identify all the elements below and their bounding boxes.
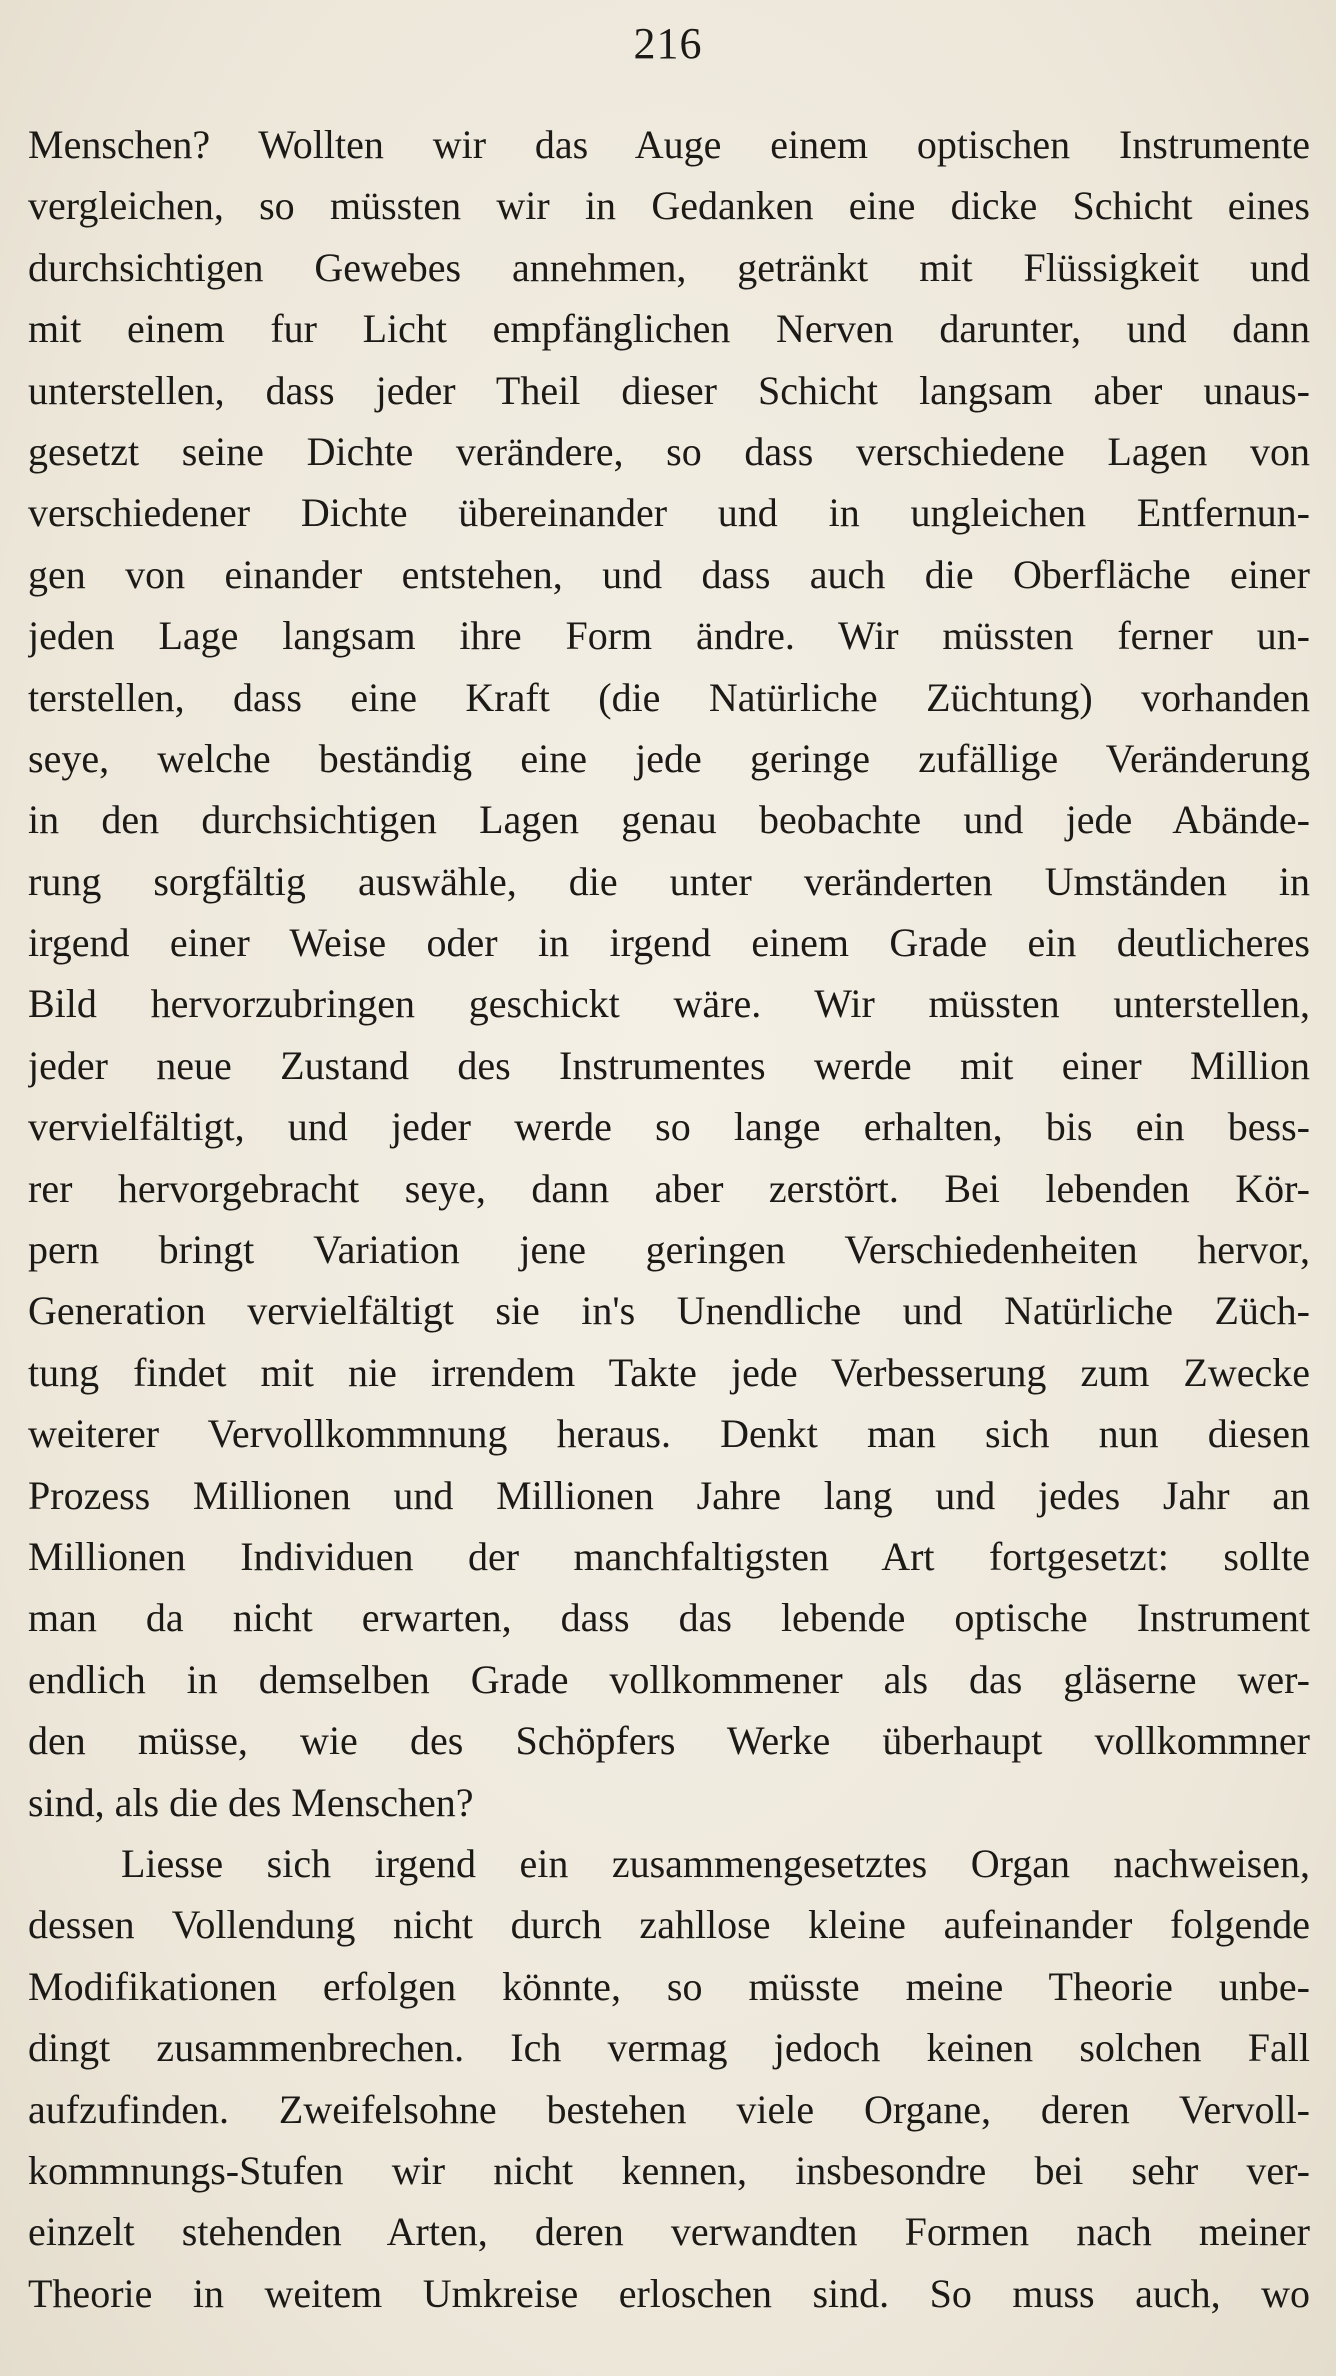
text-line: gesetzt seine Dichte verändere, so dass verschiedene Lagen von xyxy=(28,428,1310,474)
body-text xyxy=(28,114,1310,2324)
text-line: vervielfältigt, und jeder werde so lange erhalten, bis ein bess- xyxy=(28,1104,1310,1150)
text-line: vergleichen, so müssten wir in Gedanken eine dicke Schicht eines xyxy=(28,183,1310,229)
paragraph-start-line: Liesse sich irgend ein zusammengesetztes Organ nachweisen, xyxy=(121,1840,1310,1886)
text-line: rer hervorgebracht seye, dann aber zerstört. Bei lebenden Kör- xyxy=(28,1165,1310,1211)
text-line: gen von einander entstehen, und dass auch die Oberfläche einer xyxy=(28,551,1310,597)
text-line: Bild hervorzubringen geschickt wäre. Wir müssten unterstellen, xyxy=(28,981,1310,1027)
text-line: man da nicht erwarten, dass das lebende optische Instrument xyxy=(28,1595,1310,1641)
paragraph-end-line: sind, als die des Menschen? xyxy=(28,1779,474,1825)
text-line: weiterer Vervollkommnung heraus. Denkt man sich nun diesen xyxy=(28,1411,1310,1457)
text-line: unterstellen, dass jeder Theil dieser Schicht langsam aber unaus- xyxy=(28,367,1310,413)
text-line: jeden Lage langsam ihre Form ändre. Wir müssten ferner un- xyxy=(28,613,1310,659)
page-number: 216 xyxy=(633,19,703,68)
text-line: irgend einer Weise oder in irgend einem Grade ein deutlicheres xyxy=(28,920,1310,966)
text-line: terstellen, dass eine Kraft (die Natürliche Züchtung) vorhanden xyxy=(28,674,1310,720)
text-line: rung sorgfältig auswähle, die unter veränderten Umständen in xyxy=(28,858,1310,904)
text-line: in den durchsichtigen Lagen genau beobachte und jede Abände- xyxy=(28,797,1310,843)
text-line: einzelt stehenden Arten, deren verwandten Formen nach meiner xyxy=(28,2209,1310,2255)
text-line: den müsse, wie des Schöpfers Werke überhaupt vollkommner xyxy=(28,1718,1310,1764)
text-line: jeder neue Zustand des Instrumentes werde mit einer Million xyxy=(28,1042,1310,1088)
text-line: mit einem fur Licht empfänglichen Nerven darunter, und dann xyxy=(28,306,1310,352)
text-line: tung findet mit nie irrendem Takte jede Verbesserung zum Zwecke xyxy=(28,1349,1310,1395)
text-line: kommnungs-Stufen wir nicht kennen, insbesondre bei sehr ver- xyxy=(28,2147,1310,2193)
text-line: Menschen? Wollten wir das Auge einem optischen Instrumente xyxy=(28,122,1310,167)
text-line: durchsichtigen Gewebes annehmen, getränkt mit Flüssigkeit und xyxy=(28,244,1310,290)
text-line: dingt zusammenbrechen. Ich vermag jedoch keinen solchen Fall xyxy=(28,2025,1310,2071)
text-line: Modifikationen erfolgen könnte, so müsste meine Theorie unbe- xyxy=(28,1963,1310,2009)
text-line: Prozess Millionen und Millionen Jahre lang und jedes Jahr an xyxy=(28,1472,1310,1518)
text-line: Generation vervielfältigt sie in's Unendliche und Natürliche Züch- xyxy=(28,1288,1310,1334)
text-line: dessen Vollendung nicht durch zahllose kleine aufeinander folgende xyxy=(28,1902,1310,1948)
text-line: endlich in demselben Grade vollkommener als das gläserne wer- xyxy=(28,1656,1310,1702)
text-line: verschiedener Dichte übereinander und in ungleichen Entfernun- xyxy=(28,490,1310,536)
text-line: pern bringt Variation jene geringen Verschiedenheiten hervor, xyxy=(28,1227,1310,1273)
text-line: seye, welche beständig eine jede geringe zufällige Veränderung xyxy=(28,735,1310,781)
text-line: Theorie in weitem Umkreise erloschen sind. So muss auch, wo xyxy=(28,2270,1310,2316)
text-line: aufzufinden. Zweifelsohne bestehen viele Organe, deren Vervoll- xyxy=(28,2086,1310,2132)
text-line: Millionen Individuen der manchfaltigsten Art fortgesetzt: sollte xyxy=(28,1533,1310,1579)
